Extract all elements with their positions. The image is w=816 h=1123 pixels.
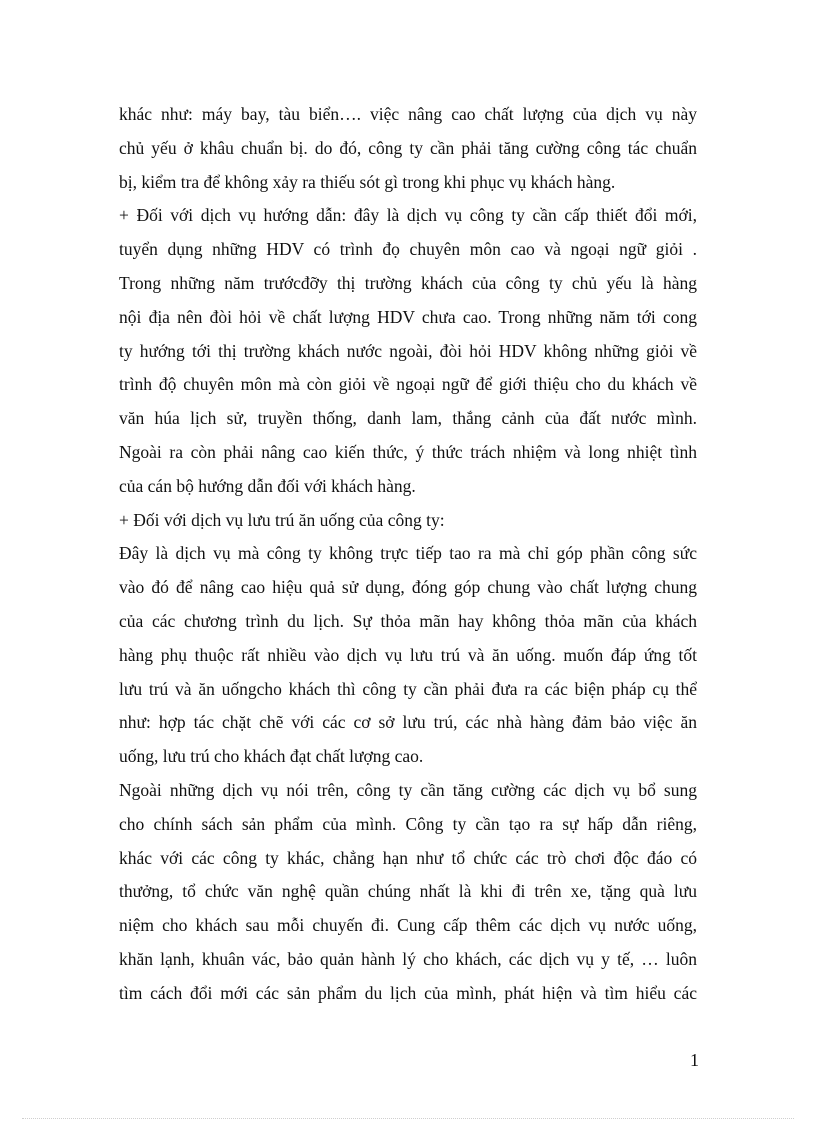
text-line: tuyển dụng những HDV có trình đọ chuyên môn cao và ngoại ngữ giỏi .: [119, 239, 697, 260]
body-text: [119, 98, 697, 1011]
text-line: cho chính sách sản phẩm của mình. Công ty cần tạo ra sự hấp dẫn riêng,: [119, 813, 697, 834]
text-line: + Đối với dịch vụ lưu trú ăn uống của công ty:: [119, 509, 445, 530]
text-line: ty hướng tới thị trường khách nước ngoài, đòi hỏi HDV không những giỏi về: [119, 340, 697, 361]
text-line: lưu trú và ăn uốngcho khách thì công ty cần phải đưa ra các biện pháp cụ thể: [119, 678, 697, 699]
text-line: Đây là dịch vụ mà công ty không trực tiếp tao ra mà chỉ góp phần công sức: [119, 543, 697, 564]
page-footer-rule: [22, 1118, 794, 1119]
text-line: uống, lưu trú cho khách đạt chất lượng cao.: [119, 746, 424, 767]
text-line: Ngoài ra còn phải nâng cao kiến thức, ý thức trách nhiệm và long nhiệt tình: [119, 441, 697, 462]
text-line: chủ yếu ở khâu chuẩn bị. do đó, công ty cần phải tăng cường công tác chuẩn: [119, 137, 697, 158]
text-line: khăn lạnh, khuân vác, bảo quản hành lý cho khách, các dịch vụ y tế, … luôn: [119, 948, 697, 969]
text-line: vào đó để nâng cao hiệu quả sử dụng, đóng góp chung vào chất lượng chung: [119, 577, 697, 598]
text-line: nội địa nên đòi hỏi về chất lượng HDV chưa cao. Trong những năm tới cong: [119, 306, 697, 327]
text-line: của cán bộ hướng dẫn đối với khách hàng.: [119, 475, 416, 496]
text-line: Trong những năm trướcđỡy thị trường khách của công ty chủ yếu là hàng: [119, 272, 697, 293]
text-line: thưởng, tổ chức văn nghệ quần chúng nhất là khi đi trên xe, tặng quà lưu: [119, 881, 697, 902]
text-line: khác như: máy bay, tàu biển…. việc nâng cao chất lượng của dịch vụ này: [119, 104, 697, 124]
text-line: + Đối với dịch vụ hướng dẫn: đây là dịch vụ công ty cần cấp thiết đổi mới,: [119, 205, 697, 226]
text-line: văn húa lịch sử, truyền thống, danh lam, thắng cảnh của đất nước mình.: [119, 408, 697, 429]
text-line: trình độ chuyên môn mà còn giỏi về ngoại ngữ để giới thiệu cho du khách về: [119, 374, 697, 395]
text-line: khác với các công ty khác, chẳng hạn như tổ chức các trò chơi độc đáo có: [119, 847, 697, 868]
text-line: tìm cách đổi mới các sản phẩm du lịch của mình, phát hiện và tìm hiểu các: [119, 982, 697, 1003]
text-line: Ngoài những dịch vụ nói trên, công ty cần tăng cường các dịch vụ bổ sung: [119, 779, 697, 800]
text-line: bị, kiểm tra để không xảy ra thiếu sót gì trong khi phục vụ khách hàng.: [119, 171, 616, 192]
text-line: của các chương trình du lịch. Sự thỏa mãn hay không thỏa mãn của khách: [119, 610, 697, 631]
text-line: như: hợp tác chặt chẽ với các cơ sở lưu trú, các nhà hàng đảm bảo việc ăn: [119, 712, 697, 733]
page-number: 1: [690, 1050, 699, 1070]
text-line: niệm cho khách sau mỗi chuyến đi. Cung cấp thêm các dịch vụ nước uống,: [119, 915, 697, 936]
text-line: hàng phụ thuộc rất nhiều vào dịch vụ lưu trú và ăn uống. muốn đáp ứng tốt: [119, 644, 697, 665]
